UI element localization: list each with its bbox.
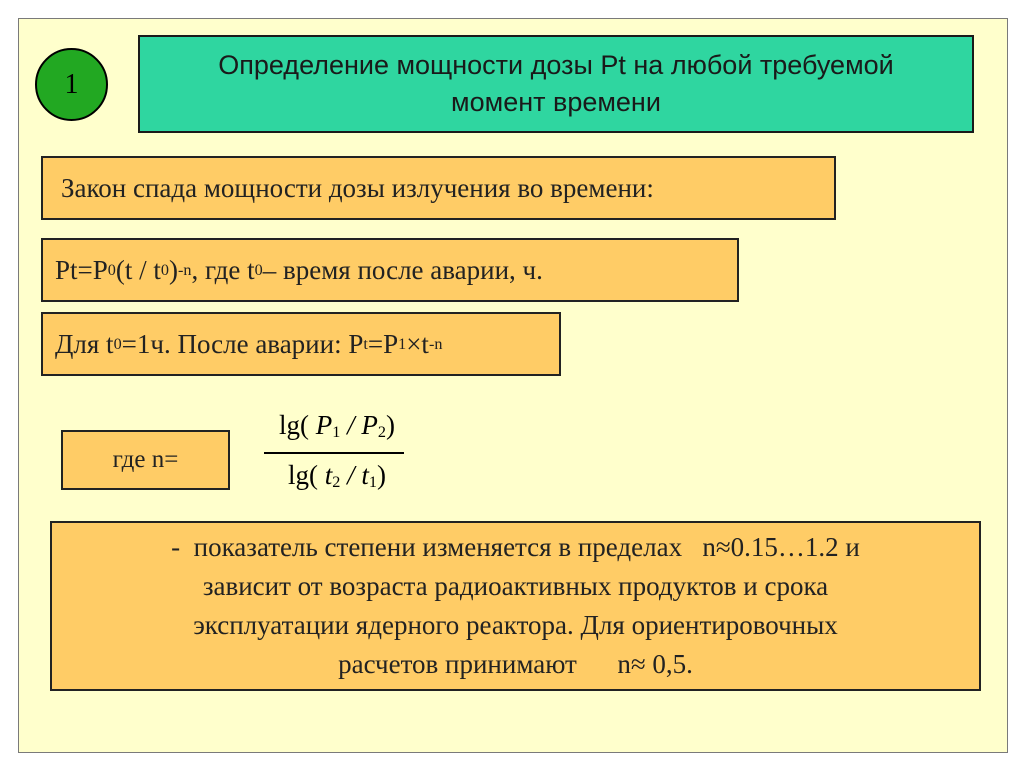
specific-exponent: -n — [428, 334, 443, 353]
slide-number: 1 — [64, 68, 79, 100]
specific-pt-subscript: t — [363, 334, 368, 353]
where-n-box — [61, 430, 230, 490]
note-line-1: - показатель степени изменяется в пределах n≈0.15…1.2 и — [171, 532, 860, 562]
num-p2-sub: 2 — [377, 423, 386, 441]
num-slash: / — [340, 410, 362, 440]
specific-times: ×t — [406, 328, 429, 359]
den-t2: t — [324, 460, 333, 490]
specific-p1-subscript: 1 — [398, 334, 407, 353]
num-p2: P — [361, 410, 378, 440]
num-close: ) — [385, 410, 395, 440]
formula-where: , где t — [191, 254, 255, 285]
law-text: Закон спада мощности дозы излучения во времени: — [61, 172, 654, 203]
where-n-label: где n= — [112, 446, 179, 473]
den-t1: t — [361, 460, 369, 490]
n-fraction — [262, 408, 412, 500]
note-line-2: зависит от возраста радиоактивных продуктов и срока — [202, 571, 829, 601]
formula-p-subscript: 0 — [107, 260, 116, 279]
fraction-denominator — [262, 460, 412, 492]
num-p1-sub: 1 — [332, 423, 341, 441]
formula-pt: Pt=P — [55, 254, 108, 285]
title-box — [138, 35, 974, 133]
den-close: ) — [376, 460, 386, 490]
den-t1-sub: 1 — [368, 473, 377, 491]
num-lg: lg( — [279, 410, 310, 440]
formula-t-subscript: 0 — [160, 260, 169, 279]
specific-formula-box — [41, 312, 561, 376]
slide-number-badge — [35, 48, 108, 121]
exponent-note-box — [50, 521, 981, 691]
title-line-2: момент времени — [451, 87, 661, 117]
specific-t-subscript: 0 — [113, 334, 122, 353]
general-formula-box — [41, 238, 739, 302]
fraction-numerator — [262, 410, 412, 442]
specific-middle: =1ч. После аварии: P — [121, 328, 364, 359]
specific-eq: =P — [367, 328, 399, 359]
formula-where-subscript: 0 — [254, 260, 263, 279]
den-slash: / — [340, 460, 362, 490]
formula-description: – время после аварии, ч. — [262, 254, 543, 285]
den-t2-sub: 2 — [332, 473, 341, 491]
den-lg: lg( — [288, 460, 318, 490]
specific-prefix: Для t — [55, 328, 114, 359]
fraction-bar — [264, 452, 404, 454]
formula-paren-close: ) — [168, 254, 178, 285]
note-line-4: расчетов принимают n≈ 0,5. — [338, 649, 693, 679]
title-line-1: Определение мощности дозы Pt на любой требуемой — [218, 50, 894, 80]
num-p1: P — [315, 410, 333, 440]
law-box — [41, 156, 836, 220]
note-line-3: эксплуатации ядерного реактора. Для ориентировочных — [193, 610, 838, 640]
formula-paren-open: (t / t — [115, 254, 161, 285]
formula-exponent: -n — [177, 260, 192, 279]
